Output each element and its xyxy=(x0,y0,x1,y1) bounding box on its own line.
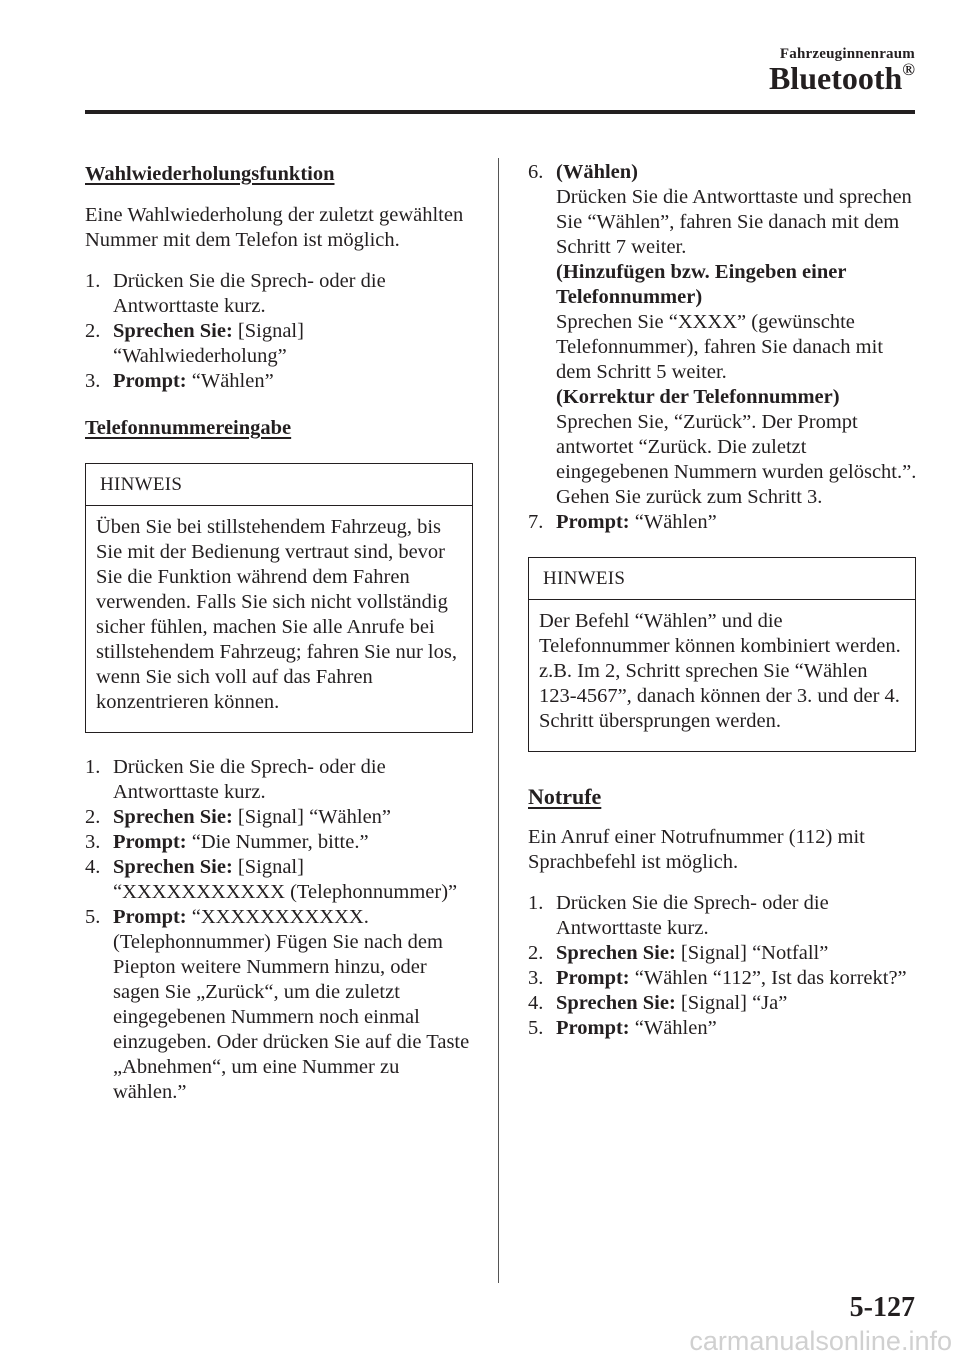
step-number: 7. xyxy=(528,511,544,533)
step-text: [Signal] “Wahlwiederholung” xyxy=(113,320,304,367)
heading-emergency: Notrufe xyxy=(528,784,602,809)
step-label: Sprechen Sie: xyxy=(113,320,233,342)
step-text: [Signal] “Ja” xyxy=(675,992,788,1014)
step-text: [Signal] “XXXXXXXXXXX (Telephonnummer)” xyxy=(113,856,458,903)
step-text: “Die Nummer, bitte.” xyxy=(186,831,369,853)
step-number: 2. xyxy=(528,942,544,964)
step-label: Prompt: xyxy=(113,370,187,392)
step-label: (Hinzufügen bzw. Eingeben einer Telefonnummer) xyxy=(556,261,847,308)
step-number: 3. xyxy=(85,831,101,853)
emergency-intro: Ein Anruf einer Notrufnummer (112) mit Sprachbefehl ist möglich. xyxy=(528,826,865,873)
step-text: “XXXXXXXXXXX. (Telephonnummer) Fügen Sie nach dem Piepton weitere Nummern hinzu, oder sagen Sie „Zurück“, um die zuletzt eingegebenen Nummern noch einmal einzugeben. Oder drücken Sie auf die Taste „Abnehmen“, um eine Nummer zu wählen.” xyxy=(113,906,470,1103)
number-entry-steps xyxy=(85,755,475,1105)
step-label: Prompt: xyxy=(556,1017,630,1039)
redial-intro: Eine Wahlwiederholung der zuletzt gewählten Nummer mit dem Telefon ist möglich. xyxy=(85,204,464,251)
step-text: Sprechen Sie, “Zurück”. Der Prompt antwortet “Zurück. Die zuletzt eingegebenen Nummern wurden gelöscht.”. Gehen Sie zurück zum Schritt 3. xyxy=(556,411,917,508)
note-box xyxy=(528,557,916,752)
step-label: Sprechen Sie: xyxy=(113,806,233,828)
right-column xyxy=(528,160,918,1041)
step-text: Drücken Sie die Sprech- oder die Antworttaste kurz. xyxy=(113,756,386,803)
section-label: Fahrzeuginnenraum xyxy=(779,46,915,62)
list-item xyxy=(85,369,475,394)
step-number: 2. xyxy=(85,806,101,828)
step-number: 3. xyxy=(85,370,101,392)
list-item xyxy=(85,905,475,1105)
step-number: 4. xyxy=(528,992,544,1014)
step-label: Prompt: xyxy=(556,967,630,989)
note-box xyxy=(85,463,473,733)
step-label: (Korrektur der Telefonnummer) xyxy=(556,386,840,408)
note-body: Üben Sie bei stillstehendem Fahrzeug, bis Sie mit der Bedienung vertraut sind, bevor Sie die Funktion während dem Fahren verwenden. Falls Sie sich nicht vollständig sicher fühlen, machen Sie alle Anrufe bei stillstehendem Fahrzeug; fahren Sie nur los, wenn Sie sich voll auf das Fahren konzentrieren können. xyxy=(96,516,457,713)
step-label: Prompt: xyxy=(113,906,187,928)
step-text: Drücken Sie die Sprech- oder die Antworttaste kurz. xyxy=(556,892,829,939)
list-item xyxy=(85,855,475,905)
list-item xyxy=(85,805,475,830)
watermark: carmanualsonline.info xyxy=(689,1326,952,1356)
step-label: Sprechen Sie: xyxy=(556,942,676,964)
step-label: Prompt: xyxy=(113,831,187,853)
step-number: 6. xyxy=(528,161,544,183)
list-item xyxy=(528,941,918,966)
step-text: “Wählen” xyxy=(629,1017,717,1039)
step-number: 2. xyxy=(85,320,101,342)
step-number: 5. xyxy=(85,906,101,928)
emergency-steps xyxy=(528,891,918,1041)
page-number: 5-127 xyxy=(849,1292,915,1323)
page-title xyxy=(769,60,915,97)
step-text: [Signal] “Wählen” xyxy=(232,806,392,828)
header-rule xyxy=(85,110,915,114)
step-text: Drücken Sie die Antworttaste und sprechen Sie “Wählen”, fahren Sie danach mit dem Schritt 7 weiter. xyxy=(556,186,912,258)
note-line: Der Befehl “Wählen” und die Telefonnummer können kombiniert werden. xyxy=(539,610,901,657)
step-number: 5. xyxy=(528,1017,544,1039)
registered-mark: ® xyxy=(902,60,915,80)
list-item xyxy=(85,269,475,319)
list-item xyxy=(528,510,918,535)
list-item xyxy=(85,319,475,369)
step-label: Prompt: xyxy=(556,511,630,533)
step-text: “Wählen “112”, Ist das korrekt?” xyxy=(629,967,907,989)
heading-redial: Wahlwiederholungsfunktion xyxy=(85,163,335,185)
page-title-text: Bluetooth xyxy=(768,60,903,96)
step-text: “Wählen” xyxy=(186,370,274,392)
list-item xyxy=(528,991,918,1016)
step-label: Sprechen Sie: xyxy=(113,856,233,878)
column-divider xyxy=(498,158,499,1283)
redial-steps xyxy=(85,269,475,394)
step-label: (Wählen) xyxy=(556,161,638,183)
step-number: 1. xyxy=(85,270,101,292)
step-text: Sprechen Sie “XXXX” (gewünschte Telefonnummer), fahren Sie danach mit dem Schritt 5 weiter. xyxy=(556,311,884,383)
list-item xyxy=(528,966,918,991)
step-text: “Wählen” xyxy=(629,511,717,533)
step-label: Sprechen Sie: xyxy=(556,992,676,1014)
step-number: 3. xyxy=(528,967,544,989)
list-item xyxy=(528,160,918,510)
note-body xyxy=(529,600,915,751)
list-item xyxy=(528,1016,918,1041)
note-heading: HINWEIS xyxy=(529,558,915,600)
step-number: 1. xyxy=(528,892,544,914)
list-item xyxy=(528,891,918,941)
list-item xyxy=(85,830,475,855)
heading-number-entry: Telefonnummereingabe xyxy=(85,417,292,439)
note-line: z.B. Im 2, Schritt sprechen Sie “Wählen 123-4567”, danach können der 3. und der 4. Schritt übersprungen werden. xyxy=(539,660,900,732)
step-number: 4. xyxy=(85,856,101,878)
number-entry-steps-continued xyxy=(528,160,918,535)
step-text: Drücken Sie die Sprech- oder die Antworttaste kurz. xyxy=(113,270,386,317)
step-text: [Signal] “Notfall” xyxy=(675,942,829,964)
step-number: 1. xyxy=(85,756,101,778)
list-item xyxy=(85,755,475,805)
note-heading: HINWEIS xyxy=(86,464,472,506)
left-column xyxy=(85,162,475,1105)
